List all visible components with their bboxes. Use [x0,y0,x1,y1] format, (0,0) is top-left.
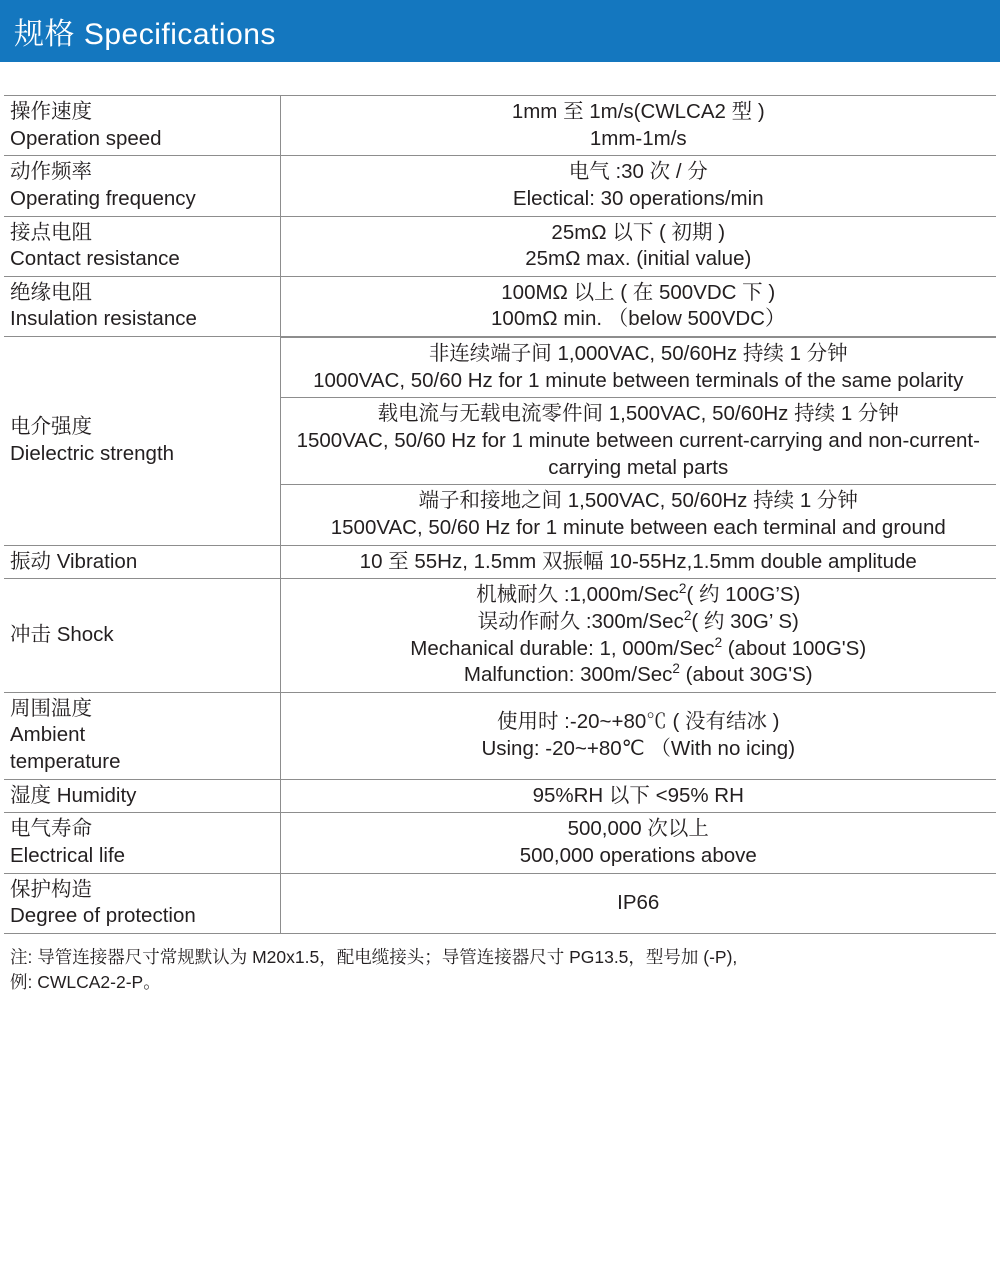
row-label-cn: 操作速度 [10,100,92,123]
value-line: 非连续端子间 1,000VAC, 50/60Hz 持续 1 分钟 [428,342,848,366]
row-label [4,156,280,216]
row-label-en: Dielectric strength [10,441,175,465]
value-line: 1mm 至 1m/s(CWLCA2 型 ) [511,100,765,123]
row-label [4,276,280,336]
value-line: 100MΩ 以上 ( 在 500VDC 下 ) [501,280,776,304]
table-row [4,579,996,693]
value-line: IP66 [617,890,660,914]
specifications-table [4,95,996,934]
table-row [4,216,996,276]
value-line: 95%RH 以下 <95% RH [532,783,744,807]
footnote-line-1: 注: 导管连接器尺寸常规默认为 M20x1.5，配电缆接头；导管连接器尺寸 PG13.5，型号加 (-P), [10,946,738,967]
value-line: 电气 :30 次 / 分 [568,160,708,184]
row-label-en: Operating frequency [10,186,196,210]
value-line: 使用时 :-20~+80℃ ( 没有结冰 ) [496,710,780,734]
row-label [4,579,280,693]
row-label [4,216,280,276]
table-row [4,545,996,579]
row-label-en: Operation speed [10,126,162,150]
row-value [280,813,996,873]
page-header [0,0,1000,62]
value-line: Electical: 30 operations/min [512,186,764,210]
row-value [280,545,996,579]
value-line: Malfunction: 300m/Sec$^2$ (about 30G'S) [463,661,813,687]
specifications-table-wrap [0,95,1000,934]
row-value [280,779,996,813]
table-row [4,873,996,933]
value-line: 1mm-1m/s [589,126,687,150]
row-label-cn: 电介强度 [10,415,92,439]
row-value [280,337,996,545]
footnote-line-2: 例: CWLCA2-2-P。 [10,972,161,993]
row-label-en: Electrical life [10,844,126,868]
subtable-cell [281,338,997,398]
value-line: 500,000 次以上 [567,817,709,841]
value-line: 10 至 55Hz, 1.5mm 双振幅 10-55Hz,1.5mm double amplitude [359,549,917,573]
value-line: Using: -20~+80℃ （With no icing) [481,736,796,760]
table-row [4,813,996,873]
value-line: 1000VAC, 50/60 Hz for 1 minute between terminals of the same polarity [313,368,964,392]
value-line: 500,000 operations above [519,844,757,868]
subtable-row [281,398,997,485]
row-label-en: Degree of protection [10,904,196,928]
value-line: 1500VAC, 50/60 Hz for 1 minute between each terminal and ground [330,515,946,539]
row-label [4,692,280,779]
row-label-cn: 动作频率 [10,160,92,184]
row-value [280,873,996,933]
subtable-cell [281,398,997,485]
table-row [4,692,996,779]
value-line: 端子和接地之间 1,500VAC, 50/60Hz 持续 1 分钟 [418,489,858,513]
table-row [4,276,996,336]
value-line: 误动作耐久 :300m/Sec$^2$( 约 30G’ S) [477,608,799,633]
table-row [4,156,996,216]
value-line: 25mΩ max. (initial value) [525,247,752,271]
row-value [280,216,996,276]
row-label [4,779,280,813]
dielectric-subtable [281,337,997,544]
row-label-cn: 冲击 Shock [10,623,114,647]
table-row [4,779,996,813]
row-value [280,96,996,156]
row-label-cn: 电气寿命 [10,817,92,841]
row-label-en: Contact resistance [10,247,180,271]
row-label [4,545,280,579]
row-label-cn: 绝缘电阻 [10,280,92,304]
value-line: 25mΩ 以下 ( 初期 ) [551,220,726,244]
value-line: 载电流与无载电流零件间 1,500VAC, 50/60Hz 持续 1 分钟 [377,402,899,426]
row-value [280,276,996,336]
row-label-en: Insulation resistance [10,307,197,331]
value-line: Mechanical durable: 1, 000m/Sec$^2$ (about 100G'S) [410,634,867,660]
row-label-cn: 振动 Vibration [10,549,138,573]
row-label [4,813,280,873]
table-row [4,337,996,545]
row-label-en: Ambient temperature [10,723,121,774]
row-value [280,579,996,693]
page-title: 规格 Specifications [14,18,276,51]
row-label [4,873,280,933]
row-label-cn: 保护构造 [10,877,92,901]
value-line: 机械耐久 :1,000m/Sec$^2$( 约 100G’S) [476,581,801,607]
row-value [280,156,996,216]
row-label-cn: 湿度 Humidity [10,783,137,807]
row-label [4,96,280,156]
value-line: 100mΩ min. （below 500VDC） [491,307,786,331]
row-label-cn: 接点电阻 [10,220,92,244]
footnote [10,945,990,996]
row-label-cn: 周围温度 [10,696,92,720]
subtable-cell [281,485,997,545]
row-value [280,692,996,779]
table-row [4,96,996,156]
subtable-row [281,485,997,545]
value-line: 1500VAC, 50/60 Hz for 1 minute between current-carrying and non-current-carrying metal parts [296,429,980,479]
row-label [4,337,280,545]
subtable-row [281,338,997,398]
